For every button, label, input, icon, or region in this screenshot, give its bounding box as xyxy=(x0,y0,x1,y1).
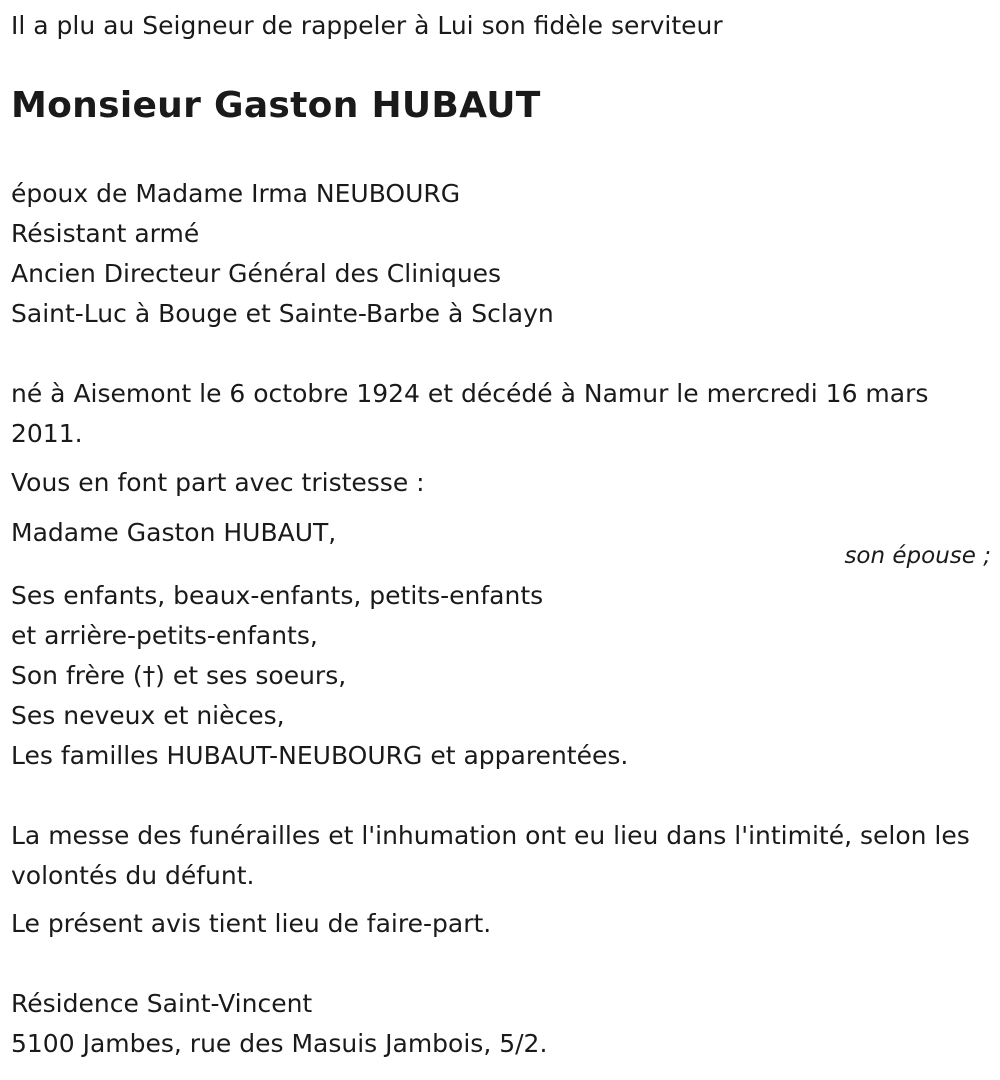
address-block xyxy=(11,984,547,1064)
family-line: et arrière-petits-enfants, xyxy=(11,621,318,650)
spouse-name: Madame Gaston HUBAUT, xyxy=(11,518,337,547)
spouse-role: son épouse ; xyxy=(844,543,991,569)
faire-part-text: Le présent avis tient lieu de faire-part. xyxy=(11,909,492,938)
address-line: Résidence Saint-Vincent xyxy=(11,989,313,1018)
family-line: Les familles HUBAUT-NEUBOURG et apparentées. xyxy=(11,741,629,770)
address-line: 5100 Jambes, rue des Masuis Jambois, 5/2. xyxy=(11,1029,548,1058)
title-line-spouse: époux de Madame Irma NEUBOURG xyxy=(11,179,461,208)
deceased-name: Monsieur Gaston HUBAUT xyxy=(11,85,541,126)
birth-death-text: né à Aisemont le 6 octobre 1924 et décédé à Namur le mercredi 16 mars 2011. xyxy=(11,379,929,448)
family-line: Ses neveux et nièces, xyxy=(11,701,285,730)
family-line: Ses enfants, beaux-enfants, petits-enfants xyxy=(11,581,544,610)
funeral-text: La messe des funérailles et l'inhumation ont eu lieu dans l'intimité, selon les volontés du défunt. xyxy=(11,821,970,890)
titles-block xyxy=(11,174,554,334)
announce-text: Vous en font part avec tristesse : xyxy=(11,468,425,497)
intro-text: Il a plu au Seigneur de rappeler à Lui son fidèle serviteur xyxy=(11,11,723,40)
family-line: Son frère (†) et ses soeurs, xyxy=(11,661,347,690)
title-line-resistance: Résistant armé xyxy=(11,219,200,248)
title-line-director: Ancien Directeur Général des Cliniques xyxy=(11,259,502,288)
title-line-clinics: Saint-Luc à Bouge et Sainte-Barbe à Sclayn xyxy=(11,299,554,328)
family-block xyxy=(11,576,628,776)
